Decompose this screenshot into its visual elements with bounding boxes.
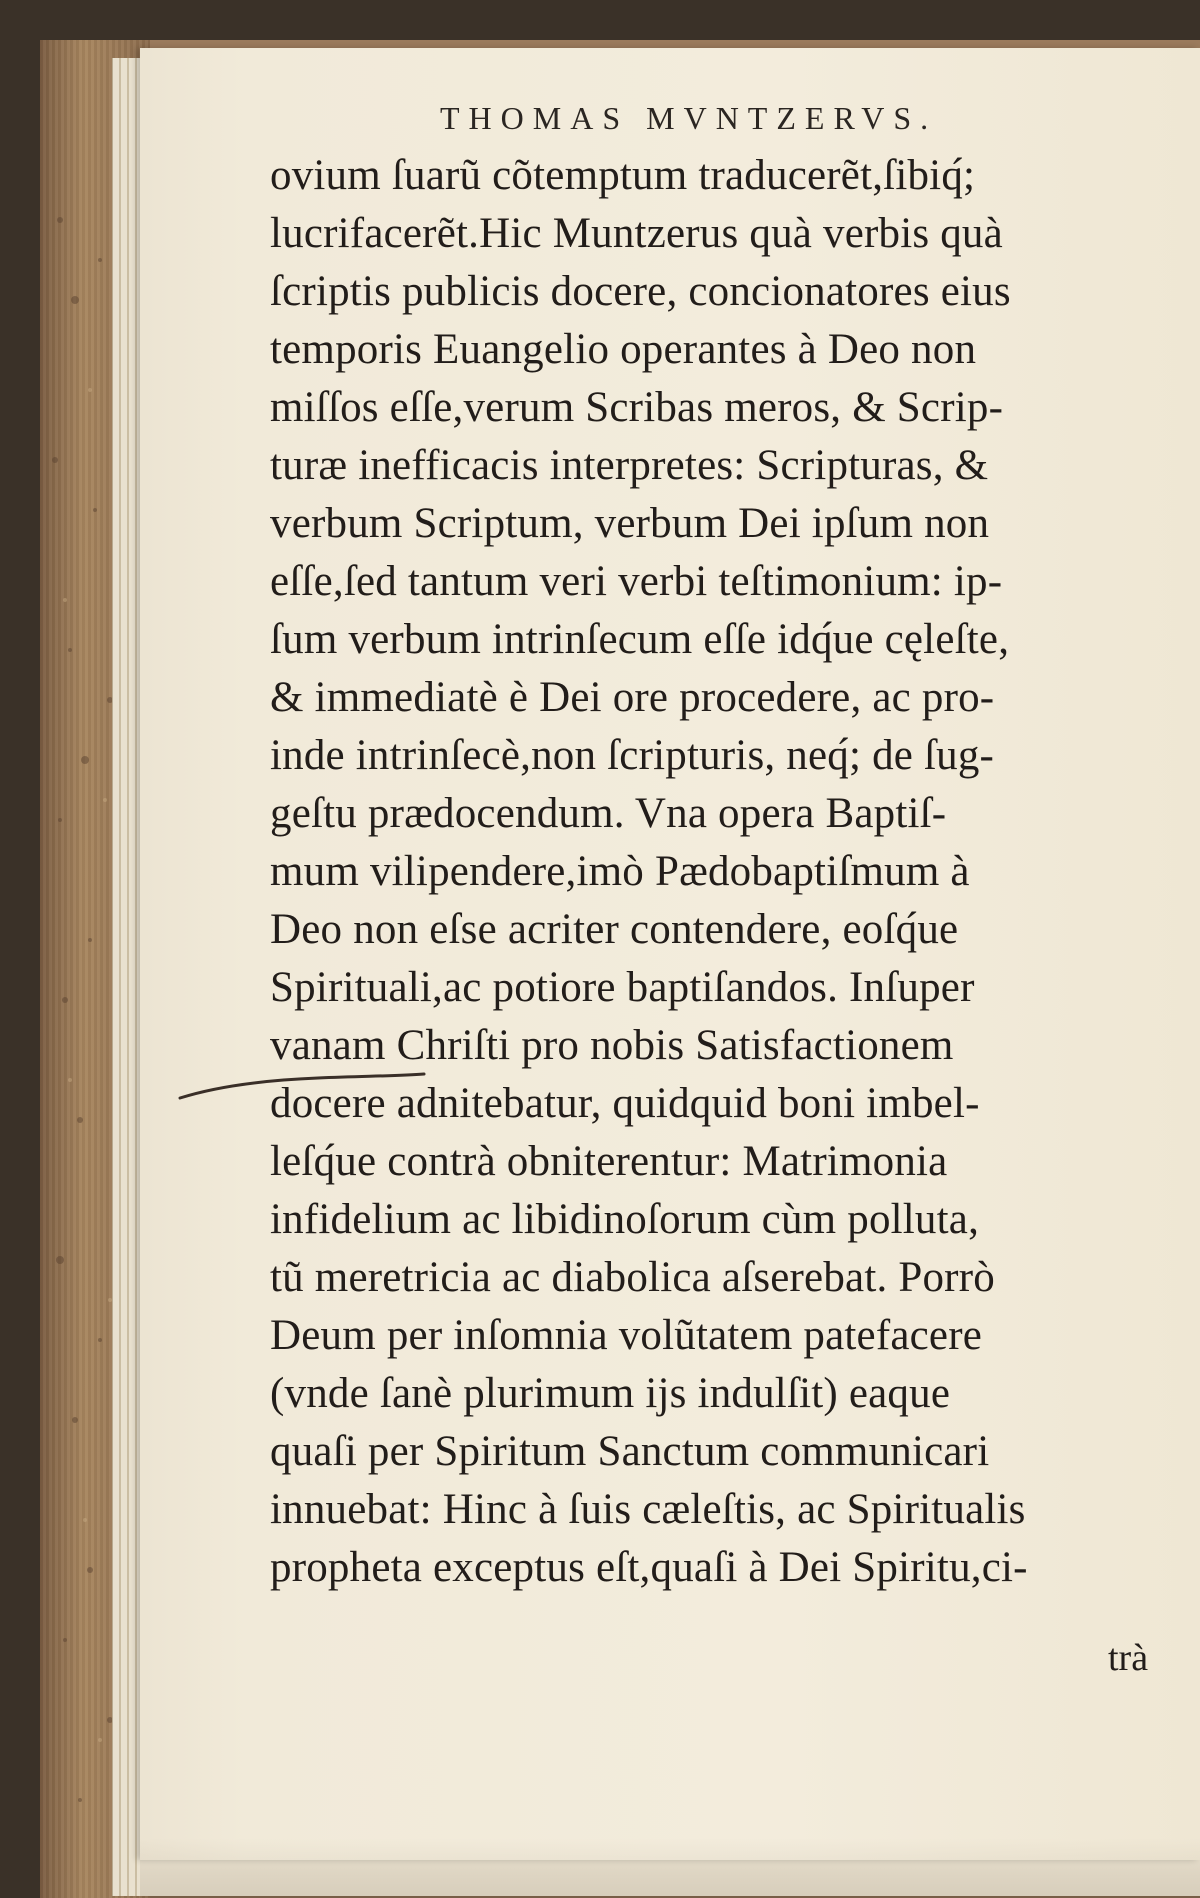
text-line: quaſi per Spiritum Sanctum communicari [270, 1428, 990, 1475]
page-edge-line [119, 58, 121, 1896]
text-line: ſum verbum intrinſecum eſſe idq́ue cęleſte, [270, 616, 1010, 663]
text-line: vanam Chriſti pro nobis Satisfactionem [270, 1022, 954, 1069]
page-bottom-shadow [140, 1838, 1200, 1898]
text-line: geſtu prædocendum. Vna opera Baptiſ- [270, 790, 947, 837]
text-line: miſſos eſſe,verum Scribas meros, & Scrip- [270, 384, 1004, 431]
text-line: ſcriptis publicis docere, concionatores eius [270, 268, 1011, 315]
text-line: tũ meretricia ac diabolica aſserebat. Porrò [270, 1254, 995, 1301]
text-line: infidelium ac libidinoſorum cùm polluta, [270, 1196, 980, 1243]
text-line: Deo non eſse acriter contendere, eoſq́ue [270, 906, 959, 953]
text-line: innuebat: Hinc à ſuis cæleſtis, ac Spiritualis [270, 1486, 1026, 1533]
catchword: trà [1108, 1637, 1149, 1679]
text-line: mum vilipendere,imò Pædobaptiſmum à [270, 848, 970, 895]
text-line: temporis Euangelio operantes à Deo non [270, 326, 977, 373]
text-line: inde intrinſecè,non ſcripturis, neq́; de ſug- [270, 732, 995, 779]
text-line: verbum Scriptum, verbum Dei ipſum non [270, 500, 990, 547]
text-line: eſſe,ſed tantum veri verbi teſtimonium: ip- [270, 558, 1003, 605]
text-line: (vnde ſanè plurimum ijs indulſit) eaque [270, 1370, 951, 1417]
text-line: leſq́ue contrà obniterentur: Matrimonia [270, 1138, 948, 1185]
text-line: turæ inefficacis interpretes: Scripturas, & [270, 442, 989, 489]
text-line: ovium ſuarũ cõtemptum traducerẽt,ſibiq́; [270, 152, 976, 199]
text-line: docere adnitebatur, quidquid boni imbel- [270, 1080, 980, 1127]
text-line: lucrifacerẽt.Hic Muntzerus quà verbis quà [270, 210, 1003, 257]
ink-underline-mark [178, 1062, 428, 1102]
running-head: THOMAS MVNTZERVS. [440, 100, 938, 136]
text-line: Spirituali,ac potiore baptiſandos. Inſuper [270, 964, 975, 1011]
page-edge-line [127, 58, 129, 1896]
page-edge-line [135, 58, 137, 1896]
text-line: propheta exceptus eſt,quaſi à Dei Spiritu,ci- [270, 1544, 1028, 1591]
text-line: & immediatè è Dei ore procedere, ac pro- [270, 674, 995, 721]
text-line: Deum per inſomnia volũtatem patefacere [270, 1312, 983, 1359]
